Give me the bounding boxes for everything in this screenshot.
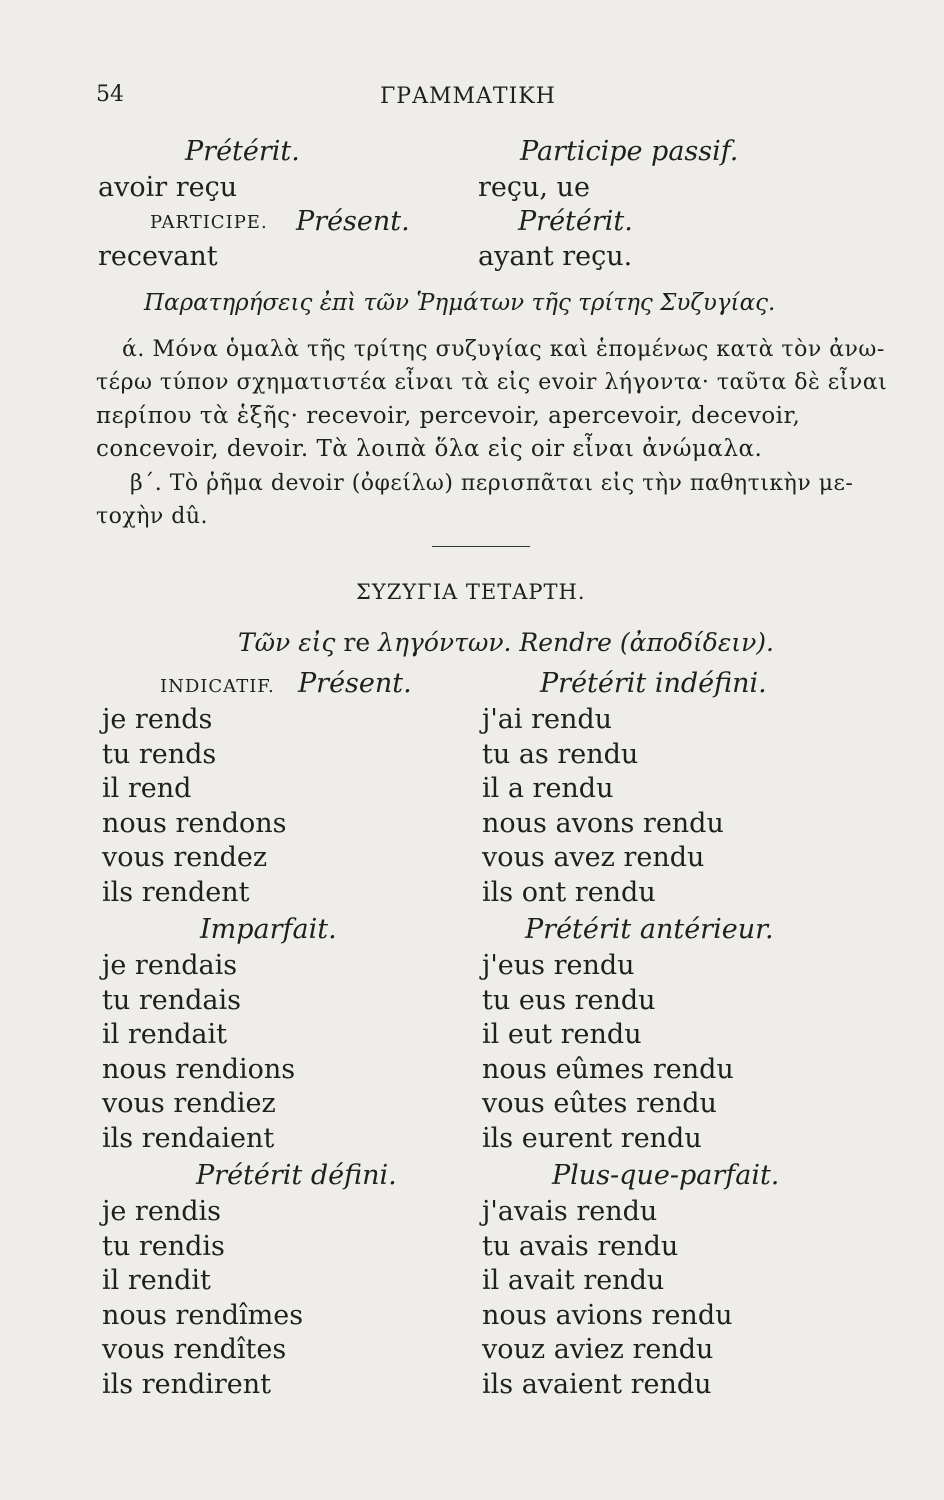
plus-que-parfait-heading: Plus-que-parfait. [552, 1160, 780, 1191]
subtitle-greek2: ληγόντων. [378, 628, 512, 657]
indicatif-label: INDICATIF. [160, 676, 275, 697]
subtitle-re: re [343, 628, 371, 657]
imparfait-heading: Imparfait. [200, 914, 337, 945]
present-row: nous rendons [102, 807, 287, 839]
preterit-indefini-row: tu as rendu [482, 738, 639, 770]
page-number: 54 [96, 82, 124, 107]
plus-que-parfait-row: j'avais rendu [482, 1196, 658, 1227]
remark-a-line1: ά. Μόνα ὁμαλὰ τῆς τρίτης συζυγίας καὶ ἑπομένως κατὰ τὸν ἀνω- [122, 337, 885, 362]
preterit-anterieur-row: tu eus rendu [482, 984, 656, 1016]
present-row: vous rendez [102, 842, 268, 874]
section-title: ΣΥΖΥΓΙΑ ΤΕΤΑΡΤΗ. [356, 580, 586, 604]
preterit-anterieur-row: j'eus rendu [482, 950, 635, 981]
preterit-indefini-row: ils ont rendu [482, 877, 656, 908]
preterit-defini-heading: Prétérit défini. [196, 1160, 397, 1191]
present-row: tu rends [102, 738, 217, 770]
preterit-defini-row: tu rendis [102, 1230, 225, 1262]
participe-label: PARTICIPE. [150, 212, 268, 233]
present-heading: Présent. [298, 668, 412, 699]
present-heading-top: Présent. [296, 206, 410, 237]
ayant-recu: ayant reçu. [478, 241, 633, 272]
present-row: ils rendent [102, 877, 250, 908]
preterit-indefini-row: il a rendu [482, 773, 614, 805]
avoir-recu: avoir reçu [98, 172, 238, 203]
participe-passif-heading: Participe passif. [520, 136, 739, 167]
preterit-heading: Prétérit. [185, 136, 300, 167]
present-row: il rend [102, 773, 192, 805]
present-row: je rends [102, 704, 213, 735]
preterit-heading-2: Prétérit. [518, 206, 633, 237]
remarks-title: Παρατηρήσεις ἐπὶ τῶν Ῥημάτων τῆς τρίτης Συζυγίας. [144, 290, 776, 316]
plus-que-parfait-row: vouz aviez rendu [482, 1334, 714, 1366]
preterit-anterieur-heading: Prétérit antérieur. [525, 914, 774, 945]
preterit-indefini-row: nous avons rendu [482, 807, 724, 839]
imparfait-row: il rendait [102, 1019, 227, 1051]
imparfait-row: je rendais [102, 950, 238, 981]
section-divider [432, 546, 530, 547]
preterit-defini-row: ils rendirent [102, 1369, 272, 1400]
plus-que-parfait-row: tu avais rendu [482, 1230, 679, 1262]
running-title: ΓΡΑΜΜΑΤΙΚΗ [380, 84, 556, 109]
plus-que-parfait-row: nous avions rendu [482, 1299, 733, 1331]
imparfait-row: nous rendions [102, 1053, 296, 1085]
subtitle-greek: Τῶν εἰς [238, 628, 336, 657]
recevant: recevant [98, 241, 218, 272]
preterit-defini-row: vous rendîtes [102, 1334, 287, 1366]
plus-que-parfait-row: ils avaient rendu [482, 1369, 712, 1400]
preterit-anterieur-row: nous eûmes rendu [482, 1053, 734, 1085]
preterit-indefini-row: j'ai rendu [482, 704, 613, 735]
remark-b-line1: β΄. Τὸ ῥῆμα devoir (ὀφείλω) περισπᾶται εἰς τὴν παθητικὴν με- [130, 471, 854, 496]
plus-que-parfait-row: il avait rendu [482, 1265, 665, 1297]
remark-a-line2: τέρω τύπον σχηματιστέα εἶναι τὰ εἰς evoir λήγοντα· ταῦτα δὲ εἶναι [96, 370, 888, 395]
preterit-anterieur-row: il eut rendu [482, 1019, 642, 1051]
subtitle-verb: Rendre (ἀποδίδειν). [519, 628, 774, 657]
remark-b-line2: τοχὴν dû. [96, 504, 209, 529]
preterit-anterieur-row: ils eurent rendu [482, 1123, 702, 1154]
imparfait-row: ils rendaient [102, 1123, 275, 1154]
imparfait-row: tu rendais [102, 984, 241, 1016]
imparfait-row: vous rendiez [102, 1088, 276, 1120]
preterit-defini-row: je rendis [102, 1196, 221, 1227]
preterit-defini-row: il rendit [102, 1265, 211, 1297]
preterit-indefini-heading: Prétérit indéfini. [540, 668, 767, 699]
preterit-indefini-row: vous avez rendu [482, 842, 705, 874]
preterit-anterieur-row: vous eûtes rendu [482, 1088, 717, 1120]
preterit-defini-row: nous rendîmes [102, 1299, 304, 1331]
remark-a-line3: περίπου τὰ ἑξῆς· recevoir, percevoir, apercevoir, decevoir, [96, 403, 801, 429]
section-subtitle [238, 628, 774, 657]
recu-ue: reçu, ue [478, 172, 590, 203]
remark-a-line4: concevoir, devoir. Τὰ λοιπὰ ὅλα εἰς oir εἶναι ἀνώμαλα. [96, 436, 763, 462]
